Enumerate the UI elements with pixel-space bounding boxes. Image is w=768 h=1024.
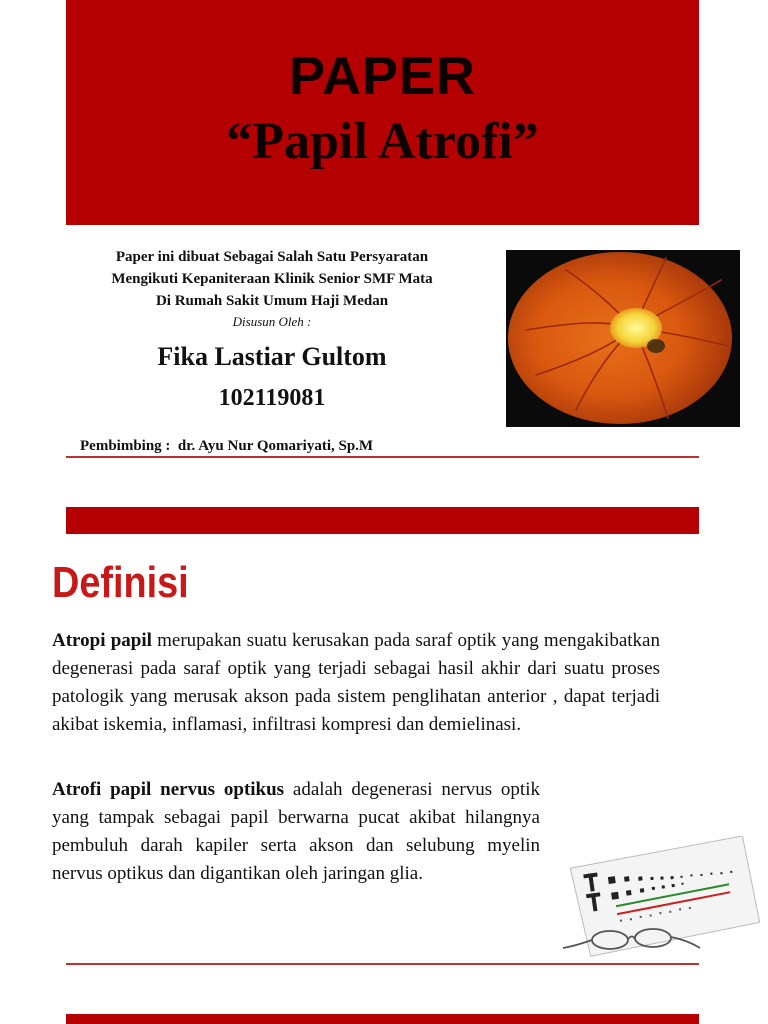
eye-chart-illustration: [555, 836, 765, 958]
header-band: [66, 0, 699, 225]
definition-paragraph-2: [52, 776, 540, 888]
section-title: Definisi: [52, 558, 189, 607]
term-atrofi-papil-nervus-optikus: Atrofi papil nervus optikus: [52, 779, 285, 800]
intro-block: [60, 246, 484, 414]
author-name: Fika Lastiar Gultom: [157, 342, 387, 371]
section-band-top: [66, 507, 699, 534]
page-subtitle: “Papil Atrofi”: [226, 113, 539, 170]
supervisor-name: dr. Ayu Nur Qomariyati, Sp.M: [177, 438, 374, 454]
intro-line-3: Di Rumah Sakit Umum Haji Medan: [155, 293, 389, 309]
intro-line-2: Mengikuti Kepaniteraan Klinik Senior SMF Mata: [111, 271, 433, 287]
definition-text-2: adalah degenerasi nervus optik yang tampak sebagai papil berwarna pucat akibat hilangnya pembuluh darah kapiler serta akson dan selubung myelin nervus optikus dan digantikan oleh jaringan glia.: [52, 779, 540, 884]
fundus-image: [506, 250, 740, 427]
supervisor-line: [80, 436, 373, 456]
section-band-bottom: [66, 1014, 699, 1024]
term-atropi-papil: Atropi papil: [52, 630, 152, 651]
divider-2: [66, 963, 699, 965]
intro-line-1: Paper ini dibuat Sebagai Salah Satu Persyaratan: [115, 249, 429, 265]
author-id: 102119081: [218, 385, 326, 411]
divider-1: [66, 456, 699, 458]
supervisor-label: Pembimbing :: [80, 438, 171, 454]
definition-paragraph-1: [52, 627, 660, 739]
definition-text-1: merupakan suatu kerusakan pada saraf optik yang mengakibatkan degenerasi pada saraf optik yang terjadi sebagai hasil akhir dari suatu proses patologik yang merusak akson pada sistem penglihatan anterior , dapat terjadi akibat iskemia, inflamasi, infiltrasi kompresi dan demielinasi.: [52, 630, 660, 735]
page-title: PAPER: [288, 46, 477, 106]
prepared-by-label: Disusun Oleh :: [232, 314, 312, 329]
